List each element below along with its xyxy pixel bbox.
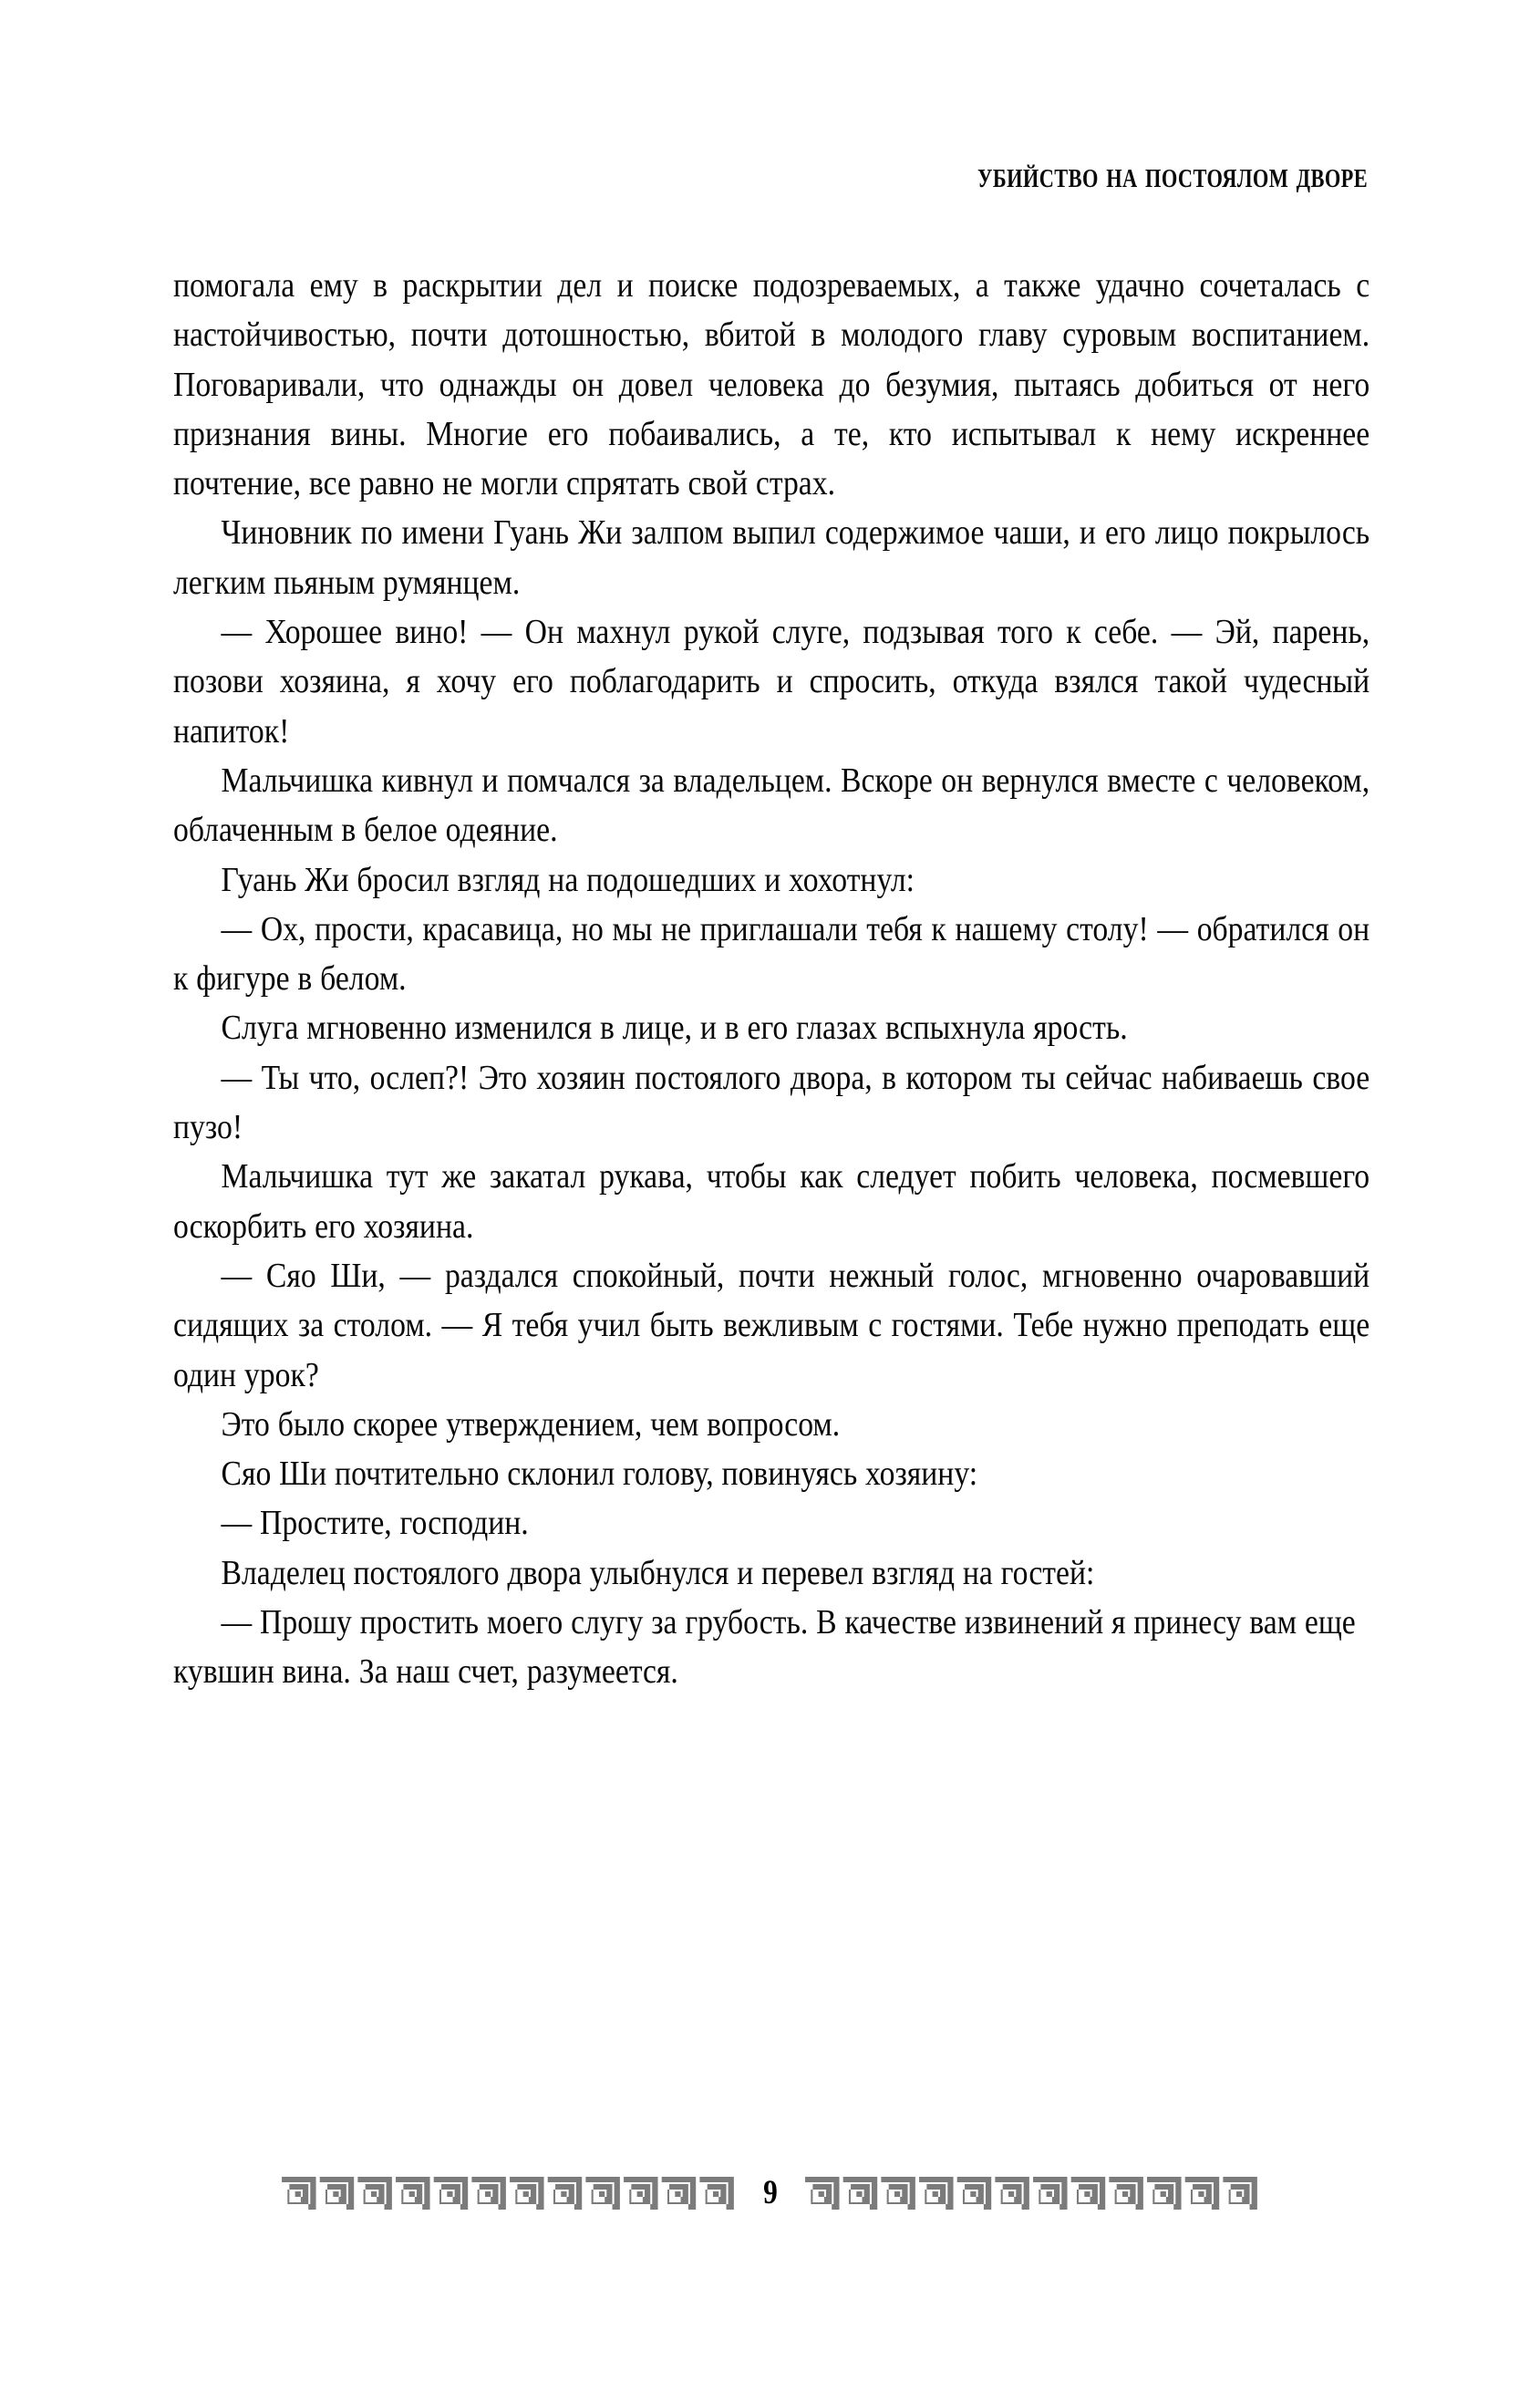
paragraph: — Простите, господин. bbox=[221, 1504, 529, 1543]
paragraph: Гуань Жи бросил взгляд на подошедших и хохотнул: bbox=[221, 860, 915, 899]
page-number: 9 bbox=[762, 2174, 778, 2211]
paragraph: — Ты что, ослеп?! Это хозяин постоялого двора, в котором ты сейчас набиваешь свое пузо! bbox=[173, 1058, 1370, 1147]
paragraph: — Хорошее вино! — Он махнул рукой слуге, подзывая того к себе. — Эй, парень, позови хозяина, я хочу его поблагодарить и спросить, откуда взялся такой чудесный напиток! bbox=[173, 613, 1370, 751]
running-head bbox=[173, 153, 1368, 197]
paragraph: помогала ему в раскрытии дел и поиске подозреваемых, а также удачно сочеталась с настойчивостью, почти дотошностью, вбитой в молодого главу суровым воспитанием. Поговаривали, что однажды он довел человека до безумия, пытаясь добиться от него признания вины. Многие его побаивались, а те, кто испытывал к нему искреннее почтение, все равно не могли спрятать свой страх. bbox=[173, 266, 1370, 503]
paragraph: — Сяо Ши, — раздался спокойный, почти нежный голос, мгновенно очаровавший сидящих за столом. — Я тебя учил быть вежливым с гостями. Тебе нужно преподать еще один урок? bbox=[173, 1256, 1370, 1394]
paragraph: Сяо Ши почтительно склонил голову, повинуясь хозяину: bbox=[221, 1455, 978, 1494]
paragraph: Мальчишка тут же закатал рукава, чтобы как следует побить человека, посмевшего оскорбить его хозяина. bbox=[173, 1157, 1370, 1246]
paragraph: Это было скорее утверждением, чем вопросом. bbox=[221, 1404, 841, 1444]
greek-key-ornament-left bbox=[281, 2176, 737, 2211]
paragraph: Чиновник по имени Гуань Жи залпом выпил содержимое чаши, и его лицо покрылось легким пьяным румянцем. bbox=[173, 513, 1370, 602]
body-text-block bbox=[173, 261, 1369, 1697]
paragraph: — Прошу простить моего слугу за грубость. В качестве извинений я принесу вам еще кувшин вина. За наш счет, разумеется. bbox=[173, 1603, 1356, 1692]
paragraph: Владелец постоялого двора улыбнулся и перевел взгляд на гостей: bbox=[221, 1553, 1095, 1592]
greek-key-ornament-right bbox=[804, 2176, 1260, 2211]
paragraph: Слуга мгновенно изменился в лице, и в его глазах вспыхнула ярость. bbox=[221, 1009, 1128, 1048]
paragraph: — Ох, прости, красавица, но мы не приглашали тебя к нашему столу! — обратился он к фигуре в белом. bbox=[173, 909, 1370, 999]
paragraph: Мальчишка кивнул и помчался за владельцем. Вскоре он вернулся вместе с человеком, облаченным в белое одеяние. bbox=[173, 761, 1370, 850]
page-footer bbox=[0, 2176, 1540, 2211]
running-head-title: убийство на постоялом дворе bbox=[977, 154, 1368, 195]
